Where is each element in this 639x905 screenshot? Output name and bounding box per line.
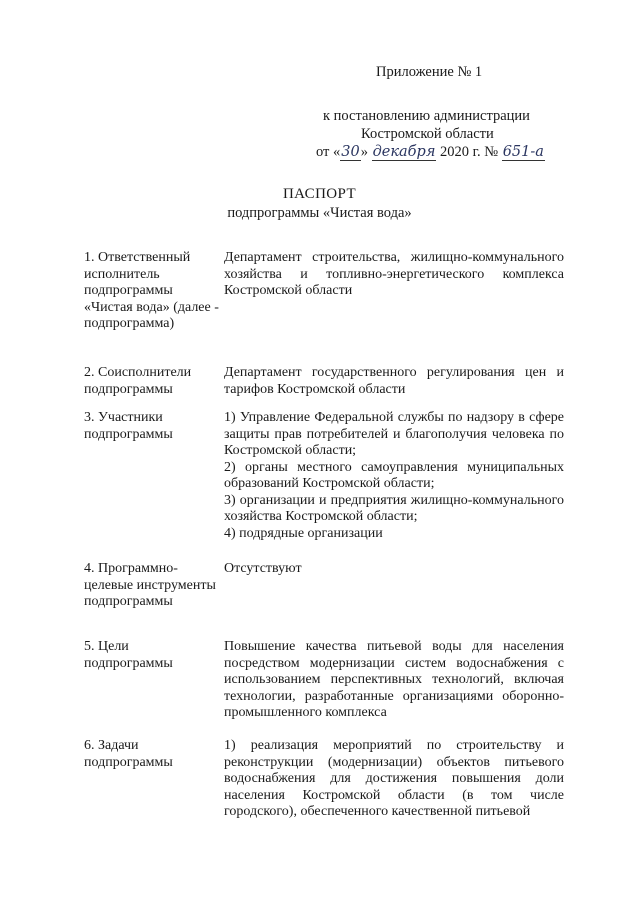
passport-title: ПАСПОРТ	[282, 186, 357, 202]
row-paragraph: Департамент государственного регулирования цен и тарифов Костромской области	[224, 365, 564, 397]
handwritten-month: декабря	[372, 144, 436, 160]
passport-row-responsible	[84, 250, 564, 333]
row-paragraph: Повышение качества питьевой воды для населения посредством модернизации систем водоснабжения с использованием перспективных технологий, включая технологии, разработанные организациями оборонно-промышленного комплекса	[224, 639, 564, 720]
date-mid: »	[360, 144, 368, 160]
row-label: 2. Соисполнители подпрограммы	[84, 365, 192, 397]
row-paragraph: 4) подрядные организации	[224, 525, 383, 541]
row-label: 1. Ответственный исполнитель подпрограммы «Чистая вода» (далее - подпрограмма)	[84, 250, 219, 331]
annex-number: Приложение № 1	[376, 64, 483, 80]
row-content	[224, 561, 564, 611]
row-paragraph: 2) органы местного самоуправления муниципальных образований Костромской области;	[224, 459, 564, 491]
handwritten-doc-number: 651-а	[502, 144, 544, 160]
row-content	[224, 365, 564, 398]
row-label: 5. Цели подпрограммы	[84, 639, 173, 671]
passport-row-participants	[84, 410, 564, 542]
row-label: 6. Задачи подпрограммы	[84, 738, 173, 770]
date-prefix: от «	[316, 144, 341, 160]
row-content	[224, 250, 564, 333]
row-label: 4. Программно-целевые инструменты подпрограммы	[84, 561, 216, 609]
annex-to-line: к постановлению администрации	[323, 108, 530, 124]
passport-row-coexecutors	[84, 365, 564, 398]
passport-row-instruments	[84, 561, 564, 611]
row-paragraph: 1) реализация мероприятий по строительству и реконструкции (модернизации) объектов питьевого водоснабжения для достижения повышения доли населения Костромской области (в том числе городского), обеспеченного качественной питьевой	[224, 738, 564, 819]
passport-row-tasks	[84, 738, 564, 821]
row-paragraph: 1) Управление Федеральной службы по надзору в сфере защиты прав потребителей и благополучия человека по Костромской области;	[224, 410, 564, 458]
row-label: 3. Участники подпрограммы	[84, 410, 173, 442]
annex-region-line: Костромской области	[361, 126, 494, 142]
passport-subtitle: подпрограммы «Чистая вода»	[227, 205, 412, 221]
date-year: 2020 г. №	[440, 144, 499, 160]
row-content	[224, 639, 564, 722]
row-content	[224, 410, 564, 542]
row-content	[224, 738, 564, 821]
annex-date-line	[316, 142, 545, 162]
handwritten-day: 30	[341, 144, 360, 160]
row-paragraph: 3) организации и предприятия жилищно-коммунального хозяйства Костромской области;	[224, 492, 564, 524]
row-paragraph: Отсутствуют	[224, 561, 302, 576]
passport-row-goals	[84, 639, 564, 722]
row-paragraph: Департамент строительства, жилищно-коммунального хозяйства и топливно-энергетического комплекса Костромской области	[224, 250, 564, 298]
